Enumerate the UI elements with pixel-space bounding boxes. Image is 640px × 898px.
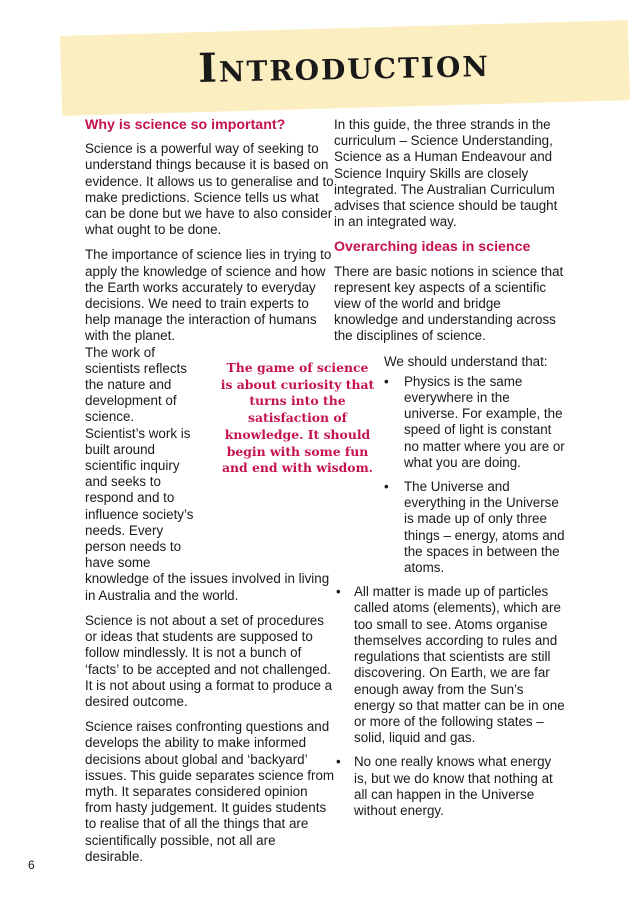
page-number: 6 — [28, 858, 35, 872]
paragraph: Science is not about a set of procedures or ideas that students are supposed to follow mindlessly. It is not a bunch of ‘facts’ to be accepted and not challenged. It is not about using a format to produce a desired outcome. — [85, 612, 333, 709]
left-column — [85, 117, 337, 874]
paragraph: Science raises confronting questions and develops the ability to make informed decisions about global and ‘backyard’ issues. This guide separates science from myth. It separates considered opinion from hasty judgement. It guides students to realise that of all the things that are scientifically possible, not all are desirable. — [85, 719, 335, 864]
paragraph: The importance of science lies in trying to apply the knowledge of science and how the Earth works accurately to everyday decisions. We need to train experts to help manage the interaction of humans with the planet. — [85, 247, 332, 344]
bullet-icon: • — [384, 373, 389, 389]
paragraph: In this guide, the three strands in the curriculum – Science Understanding, Science as a Human Endeavour and Science Inquiry Skills are closely integrated. The Australian Curriculum advises that science should be taught in an integrated way. — [334, 117, 558, 230]
paragraph: There are basic notions in science that represent key aspects of a scientific view of the world and bridge knowledge and understanding across the disciplines of science. — [334, 263, 564, 344]
page-title: Introduction — [197, 38, 491, 93]
list-item: • No one really knows what energy is, but we do know that nothing at all can happen in the Universe without energy. — [336, 754, 553, 818]
list-item: • All matter is made up of particles called atoms (elements), which are too small to see. Atoms organise themselves according to rules and regulations that scientists are still discovering. On Earth, we are far enough away from the Sun’s energy so that matter can be in one or more of the following states – solid, liquid and gas. — [336, 584, 565, 746]
main-bullet-list — [334, 584, 566, 819]
paragraph-wrapped: The work of scientists reflects the nature and development of science. Scientist’s work is built around scientific inquiry and seeks to respond and to influence society’s needs. Every person needs to have some knowledge of the issues involved in living in Australia and the world. — [85, 344, 330, 603]
right-column — [334, 117, 566, 827]
bullet-icon: • — [336, 584, 341, 600]
paragraph: Science is a powerful way of seeking to understand things because it is based on evidence. It allows us to generalise and to make predictions. Science tells us what can be done but we have to also consider what ought to be done. — [85, 141, 334, 238]
list-item: • Physics is the same everywhere in the universe. For example, the speed of light is constant no matter where you are or what you are doing. — [384, 373, 565, 470]
list-item: • The Universe and everything in the Universe is made up of only three things – energy, atoms and the spaces in between the atoms. — [384, 479, 565, 576]
bullet-icon: • — [336, 754, 341, 770]
sub-bullet-list — [334, 374, 566, 576]
understand-label: We should understand that: — [384, 353, 548, 369]
pull-quote: The game of science is about curiosity that turns into the satisfaction of knowledge. It should begin with some fun and end with wisdom. — [220, 360, 375, 476]
section-heading-overarching-ideas: Overarching ideas in science — [334, 239, 531, 256]
section-heading-why-science: Why is science so important? — [85, 117, 286, 133]
bullet-icon: • — [384, 479, 389, 495]
